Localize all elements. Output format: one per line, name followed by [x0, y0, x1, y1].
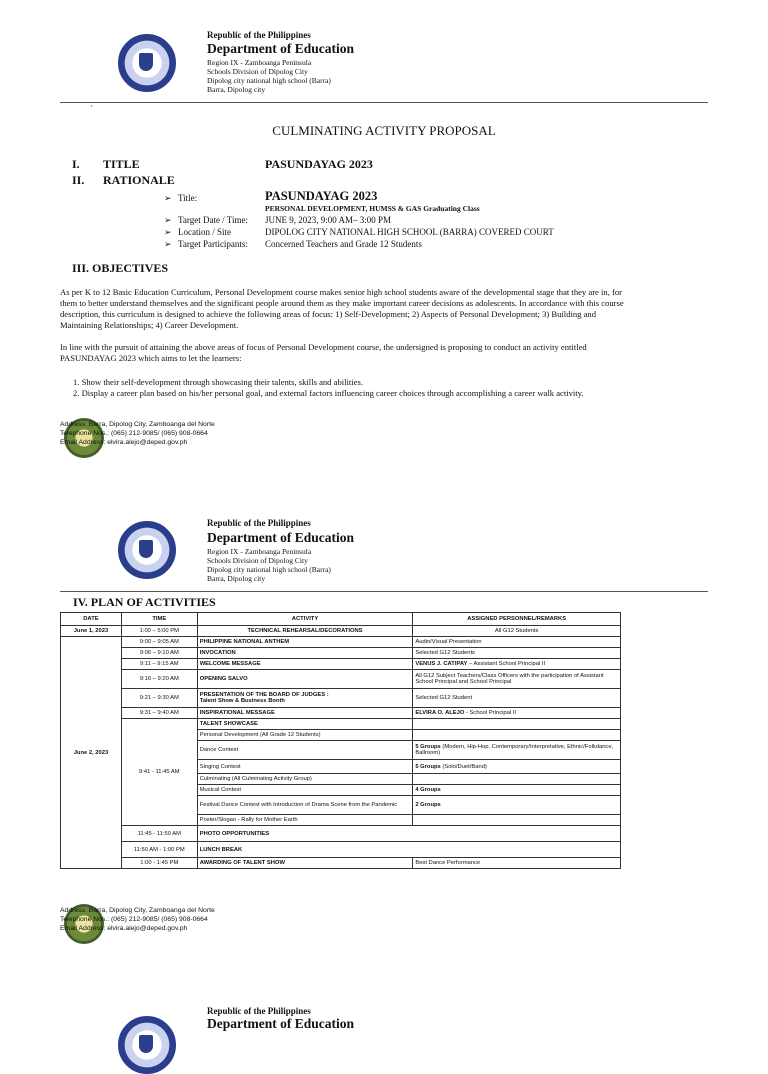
target-date-value: JUNE 9, 2023, 9:00 AM– 3:00 PM — [265, 215, 392, 225]
table-row — [61, 858, 621, 869]
objectives-paragraph-1: As per K to 12 Basic Education Curriculum, Personal Development course makes senior high school students aware of the developmental stage that they are in, for them to better understand themselves and the significant people around them as they make important career decisions as adolescents. In accordance with this course description, this curriculum is designed to achieve the following areas of focus: 1) Self-Development; 2) Aspects of Personal Development; 3) Building and Maintaining Relationships; 4) Career Development. — [60, 287, 624, 330]
footer-contact: Address: Barra, Dipolog City, Zamboanga del Norte Telephone Nos.: (065) 212-9085/ (065) 908-0664 Email Address: elvira.alejo@deped.gov.ph — [60, 421, 215, 446]
header-divider — [60, 102, 708, 103]
bullet-icon: ➢ — [164, 215, 172, 225]
activity-cell: Musical Contest — [197, 785, 413, 796]
column-header: ASSIGNED PERSONNEL/REMARKS — [413, 613, 621, 626]
footer-contact: Address: Barra, Dipolog City, Zamboanga del Norte Telephone Nos.: (065) 212-9085/ (065) 908-0664 Email Address: elvira.alejo@deped.gov.ph — [60, 907, 215, 932]
section-rationale-label: RATIONALE — [103, 173, 175, 187]
republic-label: Republic of the Philippines — [207, 30, 311, 40]
bullet-icon: ➢ — [164, 193, 172, 203]
remark-cell — [413, 730, 621, 741]
date-cell: June 1, 2023 — [61, 626, 122, 637]
activity-cell: INVOCATION — [197, 648, 413, 659]
time-cell: 11:50 AM - 1:00 PM — [121, 842, 197, 858]
title-label: Title: — [178, 193, 198, 203]
school-address-block: Region IX - Zamboanga Peninsula Schools Division of Dipolog City Dipolog city national high school (Barra) Barra, Dipolog city — [207, 58, 331, 94]
time-cell: 9:41 - 11:45 AM — [121, 719, 197, 826]
remark-cell: Selected G12 Student — [413, 689, 621, 708]
table-row — [61, 648, 621, 659]
objectives-list — [73, 377, 723, 399]
deped-seal-icon — [118, 1016, 176, 1074]
remark-cell: 4 Groups — [413, 785, 621, 796]
remark-cell: Best Dance Performance — [413, 858, 621, 869]
objectives-paragraph-2: In line with the pursuit of attaining the above areas of focus of Personal Development course, the undersigned is proposing to conduct an activity entitled PASUNDAYAG 2023 which aims to let the learners: — [60, 342, 587, 363]
deped-seal-icon — [118, 521, 176, 579]
table-row — [61, 689, 621, 708]
activity-cell: Festival Dance Contest with Introduction of Drama Scene from the Pandemic — [197, 796, 413, 815]
activity-cell: LUNCH BREAK — [197, 842, 620, 858]
time-cell: 9:00 – 9:05 AM — [121, 637, 197, 648]
table-header-row — [61, 613, 621, 626]
header-divider — [60, 591, 708, 592]
list-item: 2. Display a career plan based on his/her personal goal, and external factors influencing career choices through accomplishing a career walk activity. — [73, 388, 584, 398]
section-plan-label: IV. PLAN OF ACTIVITIES — [73, 595, 216, 609]
remark-cell: VENUS J. CATIPAY – Assistant School Principal II — [413, 659, 621, 670]
activity-cell: PHOTO OPPORTUNITIES — [197, 826, 620, 842]
date-cell: June 2, 2023 — [61, 637, 122, 869]
time-cell: 9:21 – 9:30 AM — [121, 689, 197, 708]
section-number: II. — [72, 173, 85, 187]
location-label: Location / Site — [178, 227, 231, 237]
time-cell: 9:31 – 9:40 AM — [121, 708, 197, 719]
table-row — [61, 670, 621, 689]
table-row — [61, 842, 621, 858]
republic-label: Republic of the Philippines — [207, 1006, 311, 1016]
participants-label: Target Participants: — [178, 239, 248, 249]
time-cell: 1:00 - 1:45 PM — [121, 858, 197, 869]
department-label: Department of Education — [207, 41, 354, 56]
bullet-icon: ➢ — [164, 239, 172, 249]
activity-cell: Personal Development (All Grade 12 Students) — [197, 730, 413, 741]
activity-cell: Singing Contest — [197, 760, 413, 774]
deped-seal-icon — [118, 34, 176, 92]
remark-cell — [413, 815, 621, 826]
remark-cell: Selected G12 Students — [413, 648, 621, 659]
time-cell: 9:16 – 9:20 AM — [121, 670, 197, 689]
activity-cell: INSPIRATIONAL MESSAGE — [197, 708, 413, 719]
section-title-value: PASUNDAYAG 2023 — [265, 157, 373, 171]
document-title: CULMINATING ACTIVITY PROPOSAL — [272, 123, 496, 138]
participants-value: Concerned Teachers and Grade 12 Students — [265, 239, 422, 249]
plan-of-activities-table — [60, 612, 621, 869]
remark-cell: All G12 Students — [413, 626, 621, 637]
table-row — [61, 637, 621, 648]
department-label: Department of Education — [207, 530, 354, 545]
title-value: PASUNDAYAG 2023 — [265, 189, 378, 203]
remark-cell: Audio/Visual Presentation — [413, 637, 621, 648]
title-subtitle: PERSONAL DEVELOPMENT, HUMSS & GAS Graduating Class — [265, 204, 480, 213]
remark-cell: 5 Groups (Modern, Hip-Hop, Contemporary/Interpretative, Ethnic/Folkdance, Ballroom) — [413, 741, 621, 760]
location-value: DIPOLOG CITY NATIONAL HIGH SCHOOL (BARRA) COVERED COURT — [265, 227, 554, 237]
target-date-label: Target Date / Time: — [178, 215, 248, 225]
republic-label: Republic of the Philippines — [207, 518, 311, 528]
remark-cell: 2 Groups — [413, 796, 621, 815]
column-header: DATE — [61, 613, 122, 626]
section-title-label: TITLE — [103, 157, 140, 171]
list-item: 1. Show their self-development through showcasing their talents, skills and abilities. — [73, 377, 363, 387]
activity-cell: OPENING SALVO — [197, 670, 413, 689]
time-cell: 11:45 - 11:50 AM — [121, 826, 197, 842]
activity-cell: Dance Contest — [197, 741, 413, 760]
table-row — [61, 708, 621, 719]
activity-cell: PRESENTATION OF THE BOARD OF JUDGES : Talent Show & Business Booth — [197, 689, 413, 708]
remark-cell — [413, 719, 621, 730]
section-number: I. — [72, 157, 80, 171]
table-row — [61, 659, 621, 670]
stray-mark: ` — [90, 104, 93, 114]
table-row — [61, 826, 621, 842]
remark-cell — [413, 774, 621, 785]
activity-cell: PHILIPPINE NATIONAL ANTHEM — [197, 637, 413, 648]
time-cell: 9:06 – 9:10 AM — [121, 648, 197, 659]
department-label: Department of Education — [207, 1016, 354, 1031]
activity-cell: TALENT SHOWCASE — [197, 719, 413, 730]
time-cell: 1:00 – 5:00 PM — [121, 626, 197, 637]
table-row — [61, 719, 621, 730]
column-header: ACTIVITY — [197, 613, 413, 626]
time-cell: 9:11 – 9:15 AM — [121, 659, 197, 670]
column-header: TIME — [121, 613, 197, 626]
remark-cell: ELVIRA O. ALEJO - School Principal II — [413, 708, 621, 719]
activity-cell: WELCOME MESSAGE — [197, 659, 413, 670]
activity-cell: Culminating (All Culminating Activity Group) — [197, 774, 413, 785]
activity-cell: AWARDING OF TALENT SHOW — [197, 858, 413, 869]
remark-cell: All G12 Subject Teachers/Class Officers with the participation of Assistant School Principal and School Principal — [413, 670, 621, 689]
activity-cell: Poster/Slogan - Rally for Mother Earth — [197, 815, 413, 826]
school-address-block: Region IX - Zamboanga Peninsula Schools Division of Dipolog City Dipolog city national high school (Barra) Barra, Dipolog city — [207, 547, 331, 583]
activity-cell: TECHNICAL REHEARSAL/DECORATIONS — [197, 626, 413, 637]
bullet-icon: ➢ — [164, 227, 172, 237]
section-objectives-label: III. OBJECTIVES — [72, 261, 169, 275]
remark-cell: 5 Groups (Solo/Duet/Band) — [413, 760, 621, 774]
table-row — [61, 626, 621, 637]
